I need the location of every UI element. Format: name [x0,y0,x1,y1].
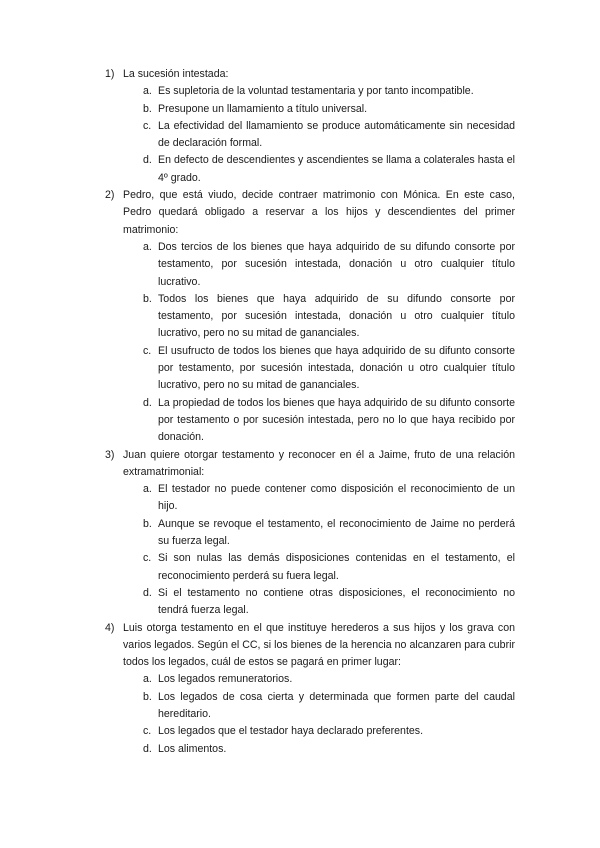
option-letter: c. [143,725,152,738]
question-number: 2) [105,189,115,202]
question-number: 4) [105,621,115,634]
option-c [0,550,600,585]
option-letter: c. [143,344,152,357]
option-text: Si el testamento no contiene otras disposiciones, el reconocimiento no tendrá fuerza legal. [158,586,515,617]
option-letter: c. [143,119,152,132]
option-letter: a. [143,240,152,253]
option-text: La efectividad del llamamiento se produce automáticamente sin necesidad de declaración formal. [158,119,515,150]
option-list [0,481,600,619]
option-d [0,741,600,758]
option-c [0,343,600,395]
option-list [0,83,600,187]
option-letter: d. [143,586,152,599]
option-letter: a. [143,483,152,496]
option-letter: a. [143,85,152,98]
option-letter: a. [143,673,152,686]
option-text: El usufructo de todos los bienes que haya adquirido de su difunto consorte por testamento, por sucesión intestada, donación u otro cualquier título lucrativo, pero no su mitad de gananciales. [158,344,515,392]
question-text: Pedro, que está viudo, decide contraer matrimonio con Mónica. En este caso, Pedro quedará obligado a reservar a los hijos y descendientes del primer matrimonio: [123,189,515,236]
option-letter: d. [143,742,152,755]
option-b [0,101,600,118]
option-text: Todos los bienes que haya adquirido de su difundo consorte por testamento, por sucesión intestada, donación u otro cualquier título lucrativo, pero no su mitad de gananciales. [158,292,515,340]
option-c [0,118,600,153]
option-b [0,516,600,551]
option-text: Los legados remuneratorios. [158,673,293,686]
question-number: 1) [105,68,115,80]
option-text: El testador no puede contener como disposición el reconocimiento de un hijo. [158,483,515,513]
option-a [0,481,600,516]
option-list [0,239,600,447]
option-d [0,395,600,447]
question-text: La sucesión intestada: [123,68,229,80]
option-a [0,671,600,688]
option-c [0,723,600,740]
option-text: Presupone un llamamiento a título universal. [158,102,368,115]
question-text: Juan quiere otorgar testamento y reconocer en él a Jaime, fruto de una relación extramatrimonial: [123,448,515,478]
option-b [0,291,600,343]
option-letter: b. [143,517,152,530]
option-text: Si son nulas las demás disposiciones contenidas en el testamento, el reconocimiento perderá su fuera legal. [158,552,515,582]
question-1 [0,66,600,187]
option-letter: b. [143,690,152,703]
option-text: Los alimentos. [158,742,227,755]
option-b [0,689,600,724]
option-a [0,83,600,100]
option-a [0,239,600,291]
option-letter: d. [143,396,152,409]
option-text: Los legados de cosa cierta y determinada que formen parte del caudal hereditario. [158,690,515,720]
option-letter: c. [143,552,152,565]
question-number: 3) [105,448,115,461]
option-text: La propiedad de todos los bienes que haya adquirido de su difunto consorte por testamento o por sucesión intestada, pero no lo que haya recibido por donación. [158,396,515,444]
question-list [0,66,600,758]
option-text: Dos tercios de los bienes que haya adquirido de su difundo consorte por testamento, por sucesión intestada, donación u otro cualquier título lucrativo. [158,240,515,288]
option-text: Los legados que el testador haya declarado preferentes. [158,725,424,738]
question-3 [0,447,600,620]
option-list [0,671,600,757]
option-text: Aunque se revoque el testamento, el reconocimiento de Jaime no perderá su fuerza legal. [158,517,515,548]
question-4 [0,620,600,758]
option-text: En defecto de descendientes y ascendientes se llama a colaterales hasta el 4º grado. [158,154,515,184]
option-letter: b. [143,292,152,305]
question-text: Luis otorga testamento en el que instituye herederos a sus hijos y los grava con varios legados. Según el CC, si los bienes de la herencia no alcanzaren para cubrir todos los legados, cuál de estos se pagará en primer lugar: [123,621,515,669]
option-d [0,152,600,187]
option-text: Es supletoria de la voluntad testamentaria y por tanto incompatible. [158,85,474,98]
question-2 [0,187,600,446]
option-letter: d. [143,154,152,167]
option-letter: b. [143,102,152,115]
option-d [0,585,600,620]
